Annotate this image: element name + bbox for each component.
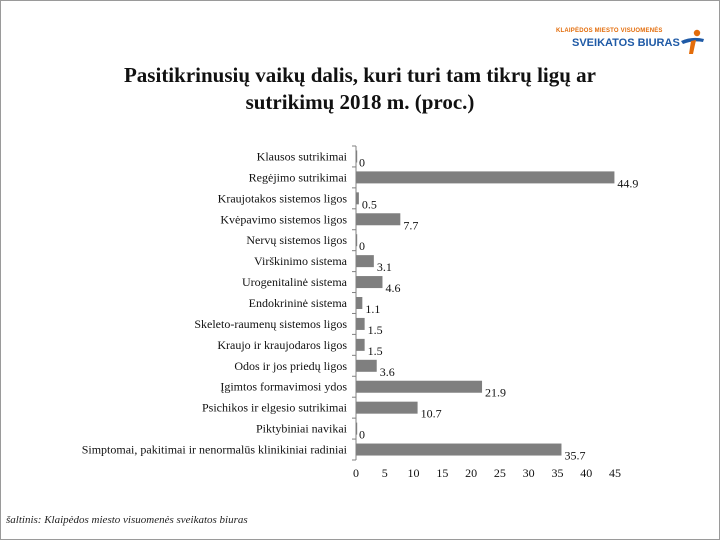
bar: [356, 339, 365, 351]
category-label: Klausos sutrikimai: [256, 149, 347, 164]
bar: [356, 402, 418, 414]
category-label: Kraujo ir kraujodaros ligos: [217, 337, 347, 352]
x-tick-label: 20: [465, 466, 478, 480]
data-label: 0: [359, 239, 365, 254]
x-tick-label: 5: [381, 466, 388, 480]
data-label: 7.7: [403, 218, 419, 233]
bar: [356, 213, 400, 225]
source-note: šaltinis: Klaipėdos miesto visuomenės sveikatos biuras: [6, 514, 248, 526]
x-tick-label: 35: [551, 466, 564, 480]
bar: [356, 150, 357, 162]
data-label: 1.5: [367, 322, 383, 337]
data-label: 10.7: [420, 406, 442, 421]
x-tick-label: 10: [407, 466, 420, 480]
category-label: Simptomai, pakitimai ir nenormalūs klinikiniai radiniai: [81, 442, 347, 457]
chart-title-line-2: sutrikimų 2018 m. (proc.): [245, 90, 475, 114]
data-label: 1.1: [365, 302, 381, 316]
category-label: Skeleto-raumenų sistemos ligos: [194, 316, 347, 331]
bar: [356, 318, 365, 330]
data-label: 3.1: [376, 260, 392, 275]
bar: [356, 297, 362, 309]
bar: [356, 423, 357, 435]
category-label: Piktybiniai navikai: [256, 421, 347, 436]
data-label: 0.5: [361, 197, 377, 212]
logo-main-text: SVEIKATOS BIURAS: [572, 37, 680, 49]
category-label: Įgimtos formavimosi ydos: [220, 379, 347, 394]
bar: [356, 255, 374, 267]
x-tick-label: 0: [353, 466, 359, 480]
bar: [356, 381, 482, 393]
x-tick-label: 40: [580, 466, 593, 480]
data-label: 1.5: [367, 343, 383, 358]
data-label: 0: [359, 155, 365, 170]
category-label: Psichikos ir elgesio sutrikimai: [202, 400, 347, 415]
bar: [356, 234, 357, 246]
category-label: Nervų sistemos ligos: [246, 233, 347, 248]
bar: [356, 171, 614, 183]
data-label: 44.9: [617, 176, 639, 191]
category-label: Endokrininė sistema: [248, 296, 347, 310]
category-label: Kvėpavimo sistemos ligos: [220, 212, 347, 227]
bar: [356, 276, 382, 288]
category-label: Odos ir jos priedų ligos: [234, 358, 347, 373]
logo-top-text: KLAIPĖDOS MIESTO VISUOMENĖS: [556, 28, 663, 34]
data-label: 3.6: [379, 364, 395, 379]
category-label: Regėjimo sutrikimai: [248, 170, 347, 185]
bar: [356, 444, 561, 456]
x-tick-label: 15: [436, 466, 449, 480]
x-tick-label: 25: [493, 466, 506, 480]
bar: [356, 360, 377, 372]
category-label: Kraujotakos sistemos ligos: [217, 191, 347, 206]
bar: [356, 192, 359, 204]
data-label: 21.9: [485, 385, 507, 400]
data-label: 35.7: [564, 448, 586, 463]
chart-title-line-1: Pasitikrinusių vaikų dalis, kuri turi tam tikrų ligų ar: [123, 63, 596, 87]
data-label: 4.6: [385, 281, 401, 296]
x-tick-label: 45: [609, 466, 621, 480]
category-label: Virškinimo sistema: [254, 254, 347, 269]
x-tick-label: 30: [522, 466, 535, 480]
category-label: Urogenitalinė sistema: [242, 275, 347, 290]
data-label: 0: [359, 427, 365, 442]
